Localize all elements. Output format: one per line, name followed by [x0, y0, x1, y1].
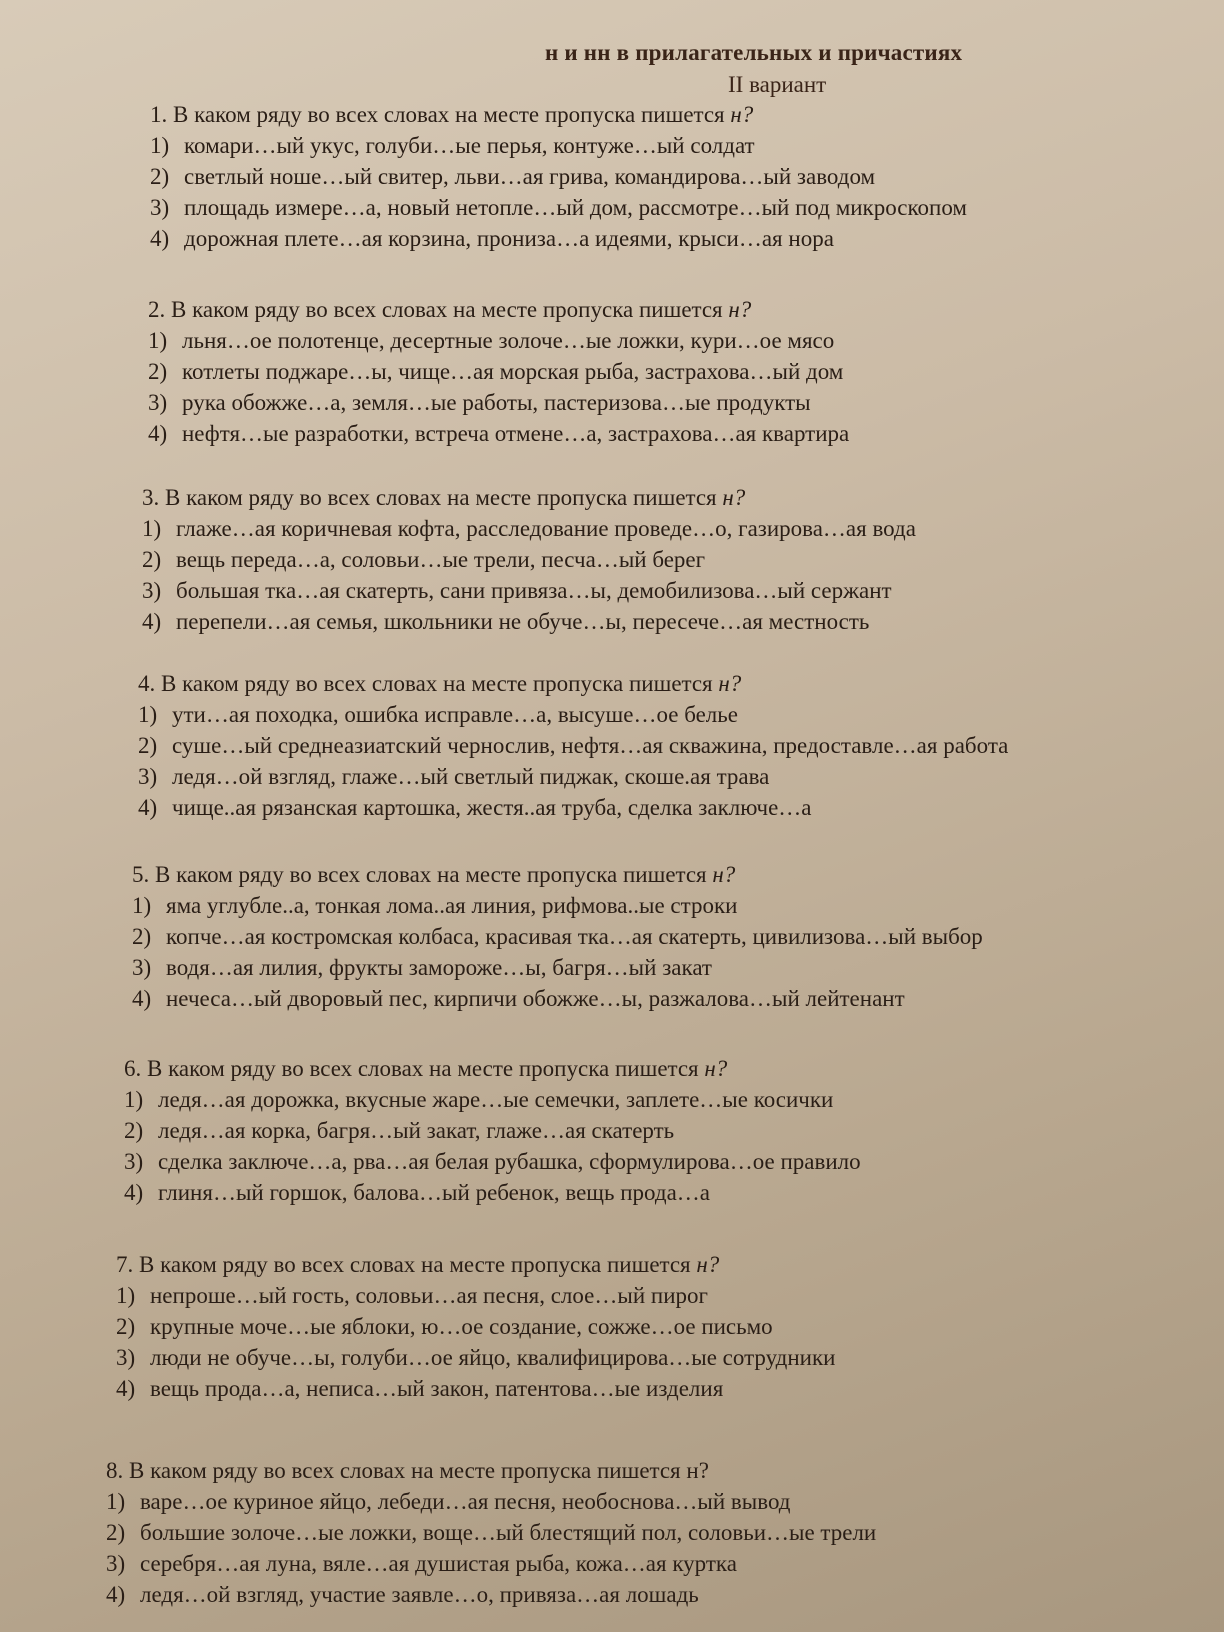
option-text: глаже…ая коричневая кофта, расследование проведе…о, газирова…ая вода — [176, 516, 916, 541]
question-3 — [142, 482, 916, 637]
option-number: 1) — [124, 1087, 144, 1112]
stem-italic: н? — [696, 1252, 720, 1277]
question-6 — [124, 1053, 861, 1208]
option-2 — [124, 1115, 861, 1146]
option-3 — [138, 761, 1008, 792]
option-text: нефтя…ые разработки, встреча отмене…а, застрахова…ая квартира — [182, 421, 850, 446]
option-text: перепели…ая семья, школьники не обуче…ы, пересече…ая местность — [176, 609, 870, 634]
option-2 — [148, 356, 849, 387]
stem-italic: н? — [730, 102, 754, 127]
option-text: яма углубле..а, тонкая лома..ая линия, рифмова..ые строки — [166, 893, 738, 918]
stem-text: 7. В каком ряду во всех словах на месте пропуска пишется — [116, 1252, 697, 1277]
option-number: 2) — [106, 1520, 126, 1545]
option-text: вещь прода…а, неписа…ый закон, патентова…ые изделия — [150, 1376, 724, 1401]
question-stem — [142, 482, 916, 513]
option-1 — [148, 325, 849, 356]
option-text: ледя…ая корка, багря…ый закат, глаже…ая скатерть — [158, 1118, 675, 1143]
option-2 — [150, 161, 967, 192]
option-number: 1) — [150, 133, 170, 158]
option-number: 2) — [116, 1314, 136, 1339]
question-stem — [132, 859, 983, 890]
option-1 — [106, 1486, 876, 1517]
page-title: н и нн в прилагательных и причастиях — [545, 40, 963, 65]
option-number: 1) — [106, 1489, 126, 1514]
question-5 — [132, 859, 983, 1014]
option-number: 4) — [138, 795, 158, 820]
stem-italic: н? — [718, 671, 742, 696]
option-1 — [132, 890, 983, 921]
option-4 — [138, 792, 1008, 823]
option-text: комари…ый укус, голуби…ые перья, контуже…ый солдат — [184, 133, 755, 158]
option-number: 3) — [132, 955, 152, 980]
option-number: 3) — [138, 764, 158, 789]
option-text: ледя…ой взгляд, глаже…ый светлый пиджак, скоше.ая трава — [172, 764, 770, 789]
option-1 — [150, 130, 967, 161]
option-3 — [148, 387, 849, 418]
option-number: 3) — [142, 578, 162, 603]
option-text: льня…ое полотенце, десертные золоче…ые ложки, кури…ое мясо — [182, 328, 835, 353]
option-4 — [150, 223, 967, 254]
option-1 — [142, 513, 916, 544]
stem-text: 5. В каком ряду во всех словах на месте пропуска пишется — [132, 862, 713, 887]
option-text: водя…ая лилия, фрукты замороже…ы, багря…ый закат — [166, 955, 712, 980]
option-text: светлый ноше…ый свитер, льви…ая грива, командирова…ый заводом — [184, 164, 876, 189]
option-text: дорожная плете…ая корзина, прониза…а идеями, крыси…ая нора — [184, 226, 834, 251]
option-3 — [116, 1342, 835, 1373]
option-3 — [142, 575, 916, 606]
question-2 — [148, 294, 849, 449]
stem-italic: н? — [712, 862, 736, 887]
option-number: 1) — [138, 702, 158, 727]
option-text: ледя…ая дорожка, вкусные жаре…ые семечки, заплете…ые косички — [158, 1087, 834, 1112]
option-text: нечеса…ый дворовый пес, кирпичи обожже…ы, разжалова…ый лейтенант — [166, 986, 905, 1011]
option-text: серебря…ая луна, вяле…ая душистая рыба, кожа…ая куртка — [140, 1551, 737, 1576]
option-number: 4) — [150, 226, 170, 251]
option-4 — [116, 1373, 835, 1404]
option-2 — [116, 1311, 835, 1342]
option-number: 1) — [116, 1283, 136, 1308]
option-3 — [150, 192, 967, 223]
option-number: 1) — [148, 328, 168, 353]
option-2 — [106, 1517, 876, 1548]
variant-label: II вариант — [728, 72, 827, 97]
option-4 — [124, 1177, 861, 1208]
option-number: 2) — [124, 1118, 144, 1143]
option-text: вещь переда…а, соловьи…ые трели, песча…ый берег — [176, 547, 706, 572]
stem-text: 4. В каком ряду во всех словах на месте пропуска пишется — [138, 671, 719, 696]
question-8 — [106, 1455, 876, 1610]
stem-text: 2. В каком ряду во всех словах на месте пропуска пишется — [148, 297, 729, 322]
option-4 — [142, 606, 916, 637]
option-text: ледя…ой взгляд, участие заявле…о, привяза…ая лошадь — [140, 1582, 699, 1607]
stem-italic: н? — [704, 1056, 728, 1081]
option-number: 4) — [142, 609, 162, 634]
option-number: 3) — [150, 195, 170, 220]
option-text: люди не обуче…ы, голуби…ое яйцо, квалифицирова…ые сотрудники — [150, 1345, 836, 1370]
option-number: 4) — [148, 421, 168, 446]
question-stem — [150, 99, 967, 130]
option-text: котлеты поджаре…ы, чище…ая морская рыба, застрахова…ый дом — [182, 359, 844, 384]
option-4 — [106, 1579, 876, 1610]
option-number: 4) — [132, 986, 152, 1011]
question-stem — [106, 1455, 876, 1486]
option-text: большие золоче…ые ложки, воще…ый блестящий пол, соловьи…ые трели — [140, 1520, 877, 1545]
option-number: 2) — [138, 733, 158, 758]
option-number: 3) — [124, 1149, 144, 1174]
option-2 — [138, 730, 1008, 761]
question-7 — [116, 1249, 835, 1404]
option-number: 3) — [106, 1551, 126, 1576]
option-text: крупные моче…ые яблоки, ю…ое создание, сожже…ое письмо — [150, 1314, 773, 1339]
option-text: рука обожже…а, земля…ые работы, пастеризова…ые продукты — [182, 390, 811, 415]
question-4 — [138, 668, 1008, 823]
question-stem — [116, 1249, 835, 1280]
option-number: 4) — [116, 1376, 136, 1401]
option-number: 3) — [116, 1345, 136, 1370]
option-text: копче…ая костромская колбаса, красивая тка…ая скатерть, цивилизова…ый выбор — [166, 924, 983, 949]
option-text: сделка заключе…а, рва…ая белая рубашка, сформулирова…ое правило — [158, 1149, 861, 1174]
option-number: 2) — [150, 164, 170, 189]
stem-italic: н? — [722, 485, 746, 510]
option-text: чище..ая рязанская картошка, жестя..ая труба, сделка заключе…а — [172, 795, 812, 820]
option-text: глиня…ый горшок, балова…ый ребенок, вещь прода…а — [158, 1180, 711, 1205]
option-1 — [138, 699, 1008, 730]
option-3 — [132, 952, 983, 983]
option-4 — [132, 983, 983, 1014]
question-stem — [138, 668, 1008, 699]
option-number: 4) — [106, 1582, 126, 1607]
option-text: ути…ая походка, ошибка исправле…а, высуше…ое белье — [172, 702, 738, 727]
stem-text: 1. В каком ряду во всех словах на месте пропуска пишется — [150, 102, 731, 127]
option-number: 1) — [142, 516, 162, 541]
option-3 — [106, 1548, 876, 1579]
option-1 — [116, 1280, 835, 1311]
stem-italic: н? — [728, 297, 752, 322]
option-text: варе…ое куриное яйцо, лебеди…ая песня, необоснова…ый вывод — [140, 1489, 791, 1514]
question-stem — [148, 294, 849, 325]
option-text: непроше…ый гость, соловьи…ая песня, слое…ый пирог — [150, 1283, 708, 1308]
stem-text: 3. В каком ряду во всех словах на месте пропуска пишется — [142, 485, 723, 510]
stem-text: 6. В каком ряду во всех словах на месте пропуска пишется — [124, 1056, 705, 1081]
option-number: 2) — [132, 924, 152, 949]
option-1 — [124, 1084, 861, 1115]
option-2 — [132, 921, 983, 952]
option-number: 1) — [132, 893, 152, 918]
option-text: площадь измере…а, новый нетопле…ый дом, рассмотре…ый под микроскопом — [184, 195, 967, 220]
question-stem — [124, 1053, 861, 1084]
option-text: большая тка…ая скатерть, сани привяза…ы, демобилизова…ый сержант — [176, 578, 892, 603]
option-4 — [148, 418, 849, 449]
option-number: 2) — [148, 359, 168, 384]
option-3 — [124, 1146, 861, 1177]
stem-text: 8. В каком ряду во всех словах на месте пропуска пишется н? — [106, 1458, 709, 1483]
option-text: суше…ый среднеазиатский чернослив, нефтя…ая скважина, предоставле…ая работа — [172, 733, 1009, 758]
option-number: 2) — [142, 547, 162, 572]
option-number: 4) — [124, 1180, 144, 1205]
option-2 — [142, 544, 916, 575]
option-number: 3) — [148, 390, 168, 415]
question-1 — [150, 99, 967, 254]
